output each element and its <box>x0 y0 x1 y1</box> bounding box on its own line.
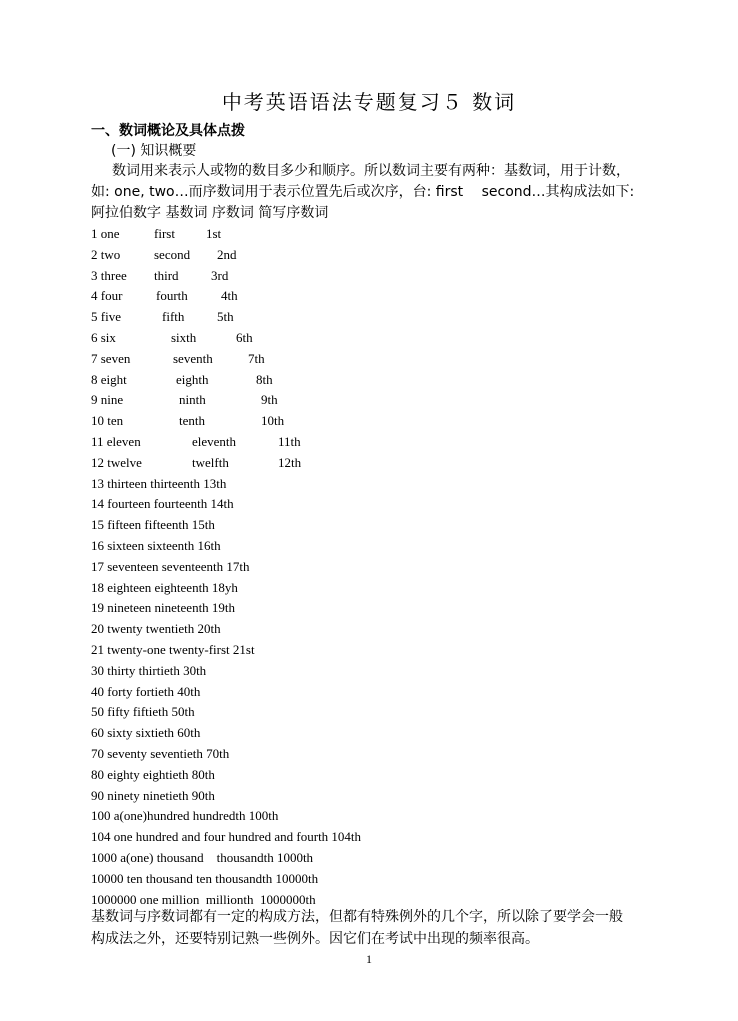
numeral-row: 100 a(one)hundred hundredth 100th <box>91 808 279 824</box>
document-title: 中考英语语法专题复习５ 数词 <box>221 90 517 114</box>
short-ordinal-cell: 3rd <box>211 267 229 283</box>
cardinal-cell: 5 five <box>91 309 121 325</box>
sub-heading: (一) 知识概要 <box>111 143 197 159</box>
cardinal-cell: 7 seven <box>91 350 131 366</box>
short-ordinal-cell: 2nd <box>217 246 237 262</box>
cardinal-cell: 11 eleven <box>91 433 141 449</box>
numeral-row: 90 ninety ninetieth 90th <box>91 787 215 803</box>
numeral-row <box>91 328 361 349</box>
cardinal-cell: 9 nine <box>91 392 124 408</box>
numeral-row <box>91 286 361 307</box>
numeral-row: 14 fourteen fourteenth 14th <box>91 496 234 512</box>
ordinal-cell: tenth <box>179 413 205 429</box>
numeral-row: 40 forty fortieth 40th <box>91 683 201 699</box>
cardinal-cell: 4 four <box>91 288 123 304</box>
numeral-row <box>91 453 361 474</box>
numeral-row: 10000 ten thousand ten thousandth 10000th <box>91 870 319 886</box>
intro-paragraph <box>91 161 651 224</box>
short-ordinal-cell: 8th <box>256 371 273 387</box>
numeral-row: 20 twenty twentieth 20th <box>91 621 221 637</box>
ordinal-cell: seventh <box>173 350 213 366</box>
numeral-row <box>91 307 361 328</box>
ordinal-cell: eighth <box>176 371 209 387</box>
ordinal-cell: eleventh <box>192 433 237 449</box>
short-ordinal-cell: 5th <box>217 309 234 325</box>
section-heading: 一、数词概论及具体点拨 <box>91 123 245 139</box>
ordinal-cell: first <box>154 226 175 241</box>
cardinal-cell: 1 one <box>91 226 120 241</box>
short-ordinal-cell: 11th <box>278 433 301 449</box>
page-number: 1 <box>366 952 372 966</box>
closing-line: 构成法之外，还要特别记熟一些例外。因它们在考试中出现的频率很高。 <box>91 931 539 947</box>
cardinal-cell: 6 six <box>91 329 116 345</box>
numeral-row <box>91 245 361 266</box>
ordinal-cell: sixth <box>171 329 197 345</box>
closing-paragraph <box>91 906 651 950</box>
ordinal-cell: second <box>154 246 191 262</box>
short-ordinal-cell: 10th <box>261 413 285 429</box>
ordinal-cell: fourth <box>156 288 188 304</box>
short-ordinal-cell: 9th <box>261 392 278 408</box>
numeral-row: 80 eighty eightieth 80th <box>91 766 215 782</box>
numeral-row: 13 thirteen thirteenth 13th <box>91 475 227 491</box>
numeral-row <box>91 432 361 453</box>
cardinal-cell: 3 three <box>91 267 127 283</box>
numeral-row: 21 twenty-one twenty-first 21st <box>91 641 255 657</box>
numeral-row: 50 fifty fiftieth 50th <box>91 704 195 720</box>
short-ordinal-cell: 7th <box>248 350 265 366</box>
numeral-row: 1000 a(one) thousand thousandth 1000th <box>91 849 314 865</box>
numeral-row: 60 sixty sixtieth 60th <box>91 725 201 741</box>
numeral-row: 15 fifteen fifteenth 15th <box>91 517 215 533</box>
numeral-row: 17 seventeen seventeenth 17th <box>91 558 250 574</box>
intro-line: 如: one, two…而序数词用于表示位置先后或次序，台: first second…其构成法如下: <box>91 184 635 200</box>
numeral-row: 16 sixteen sixteenth 16th <box>91 537 221 553</box>
numeral-row: 19 nineteen nineteenth 19th <box>91 600 236 616</box>
short-ordinal-cell: 6th <box>236 329 253 345</box>
short-ordinal-cell: 1st <box>206 226 222 241</box>
short-ordinal-cell: 4th <box>221 288 238 304</box>
cardinal-cell: 12 twelve <box>91 454 142 470</box>
numeral-row <box>91 370 361 391</box>
numeral-row: 104 one hundred and four hundred and fourth 104th <box>91 829 362 845</box>
ordinal-cell: fifth <box>162 309 185 325</box>
ordinal-cell: ninth <box>179 392 206 408</box>
numeral-row <box>91 411 361 432</box>
intro-line: 阿拉伯数字 基数词 序数词 简写序数词 <box>91 205 329 221</box>
intro-line: 数词用来表示人或物的数目多少和顺序。所以数词主要有两种：基数词，用于计数， <box>112 163 630 179</box>
numeral-list <box>91 224 361 910</box>
numeral-row: 1000000 one million millionth 1000000th <box>91 891 316 907</box>
ordinal-cell: twelfth <box>192 454 229 470</box>
cardinal-cell: 8 eight <box>91 371 127 387</box>
numeral-row <box>91 224 361 245</box>
numeral-row: 30 thirty thirtieth 30th <box>91 662 207 678</box>
numeral-row: 18 eighteen eighteenth 18yh <box>91 579 238 595</box>
short-ordinal-cell: 12th <box>278 454 302 470</box>
numeral-row: 70 seventy seventieth 70th <box>91 745 230 761</box>
ordinal-cell: third <box>154 267 179 283</box>
numeral-row <box>91 266 361 287</box>
cardinal-cell: 2 two <box>91 246 121 262</box>
cardinal-cell: 10 ten <box>91 413 124 429</box>
numeral-row <box>91 390 361 411</box>
numeral-row <box>91 349 361 370</box>
closing-line: 基数词与序数词都有一定的构成方法，但都有特殊例外的几个字，所以除了要学会一般 <box>91 909 623 925</box>
